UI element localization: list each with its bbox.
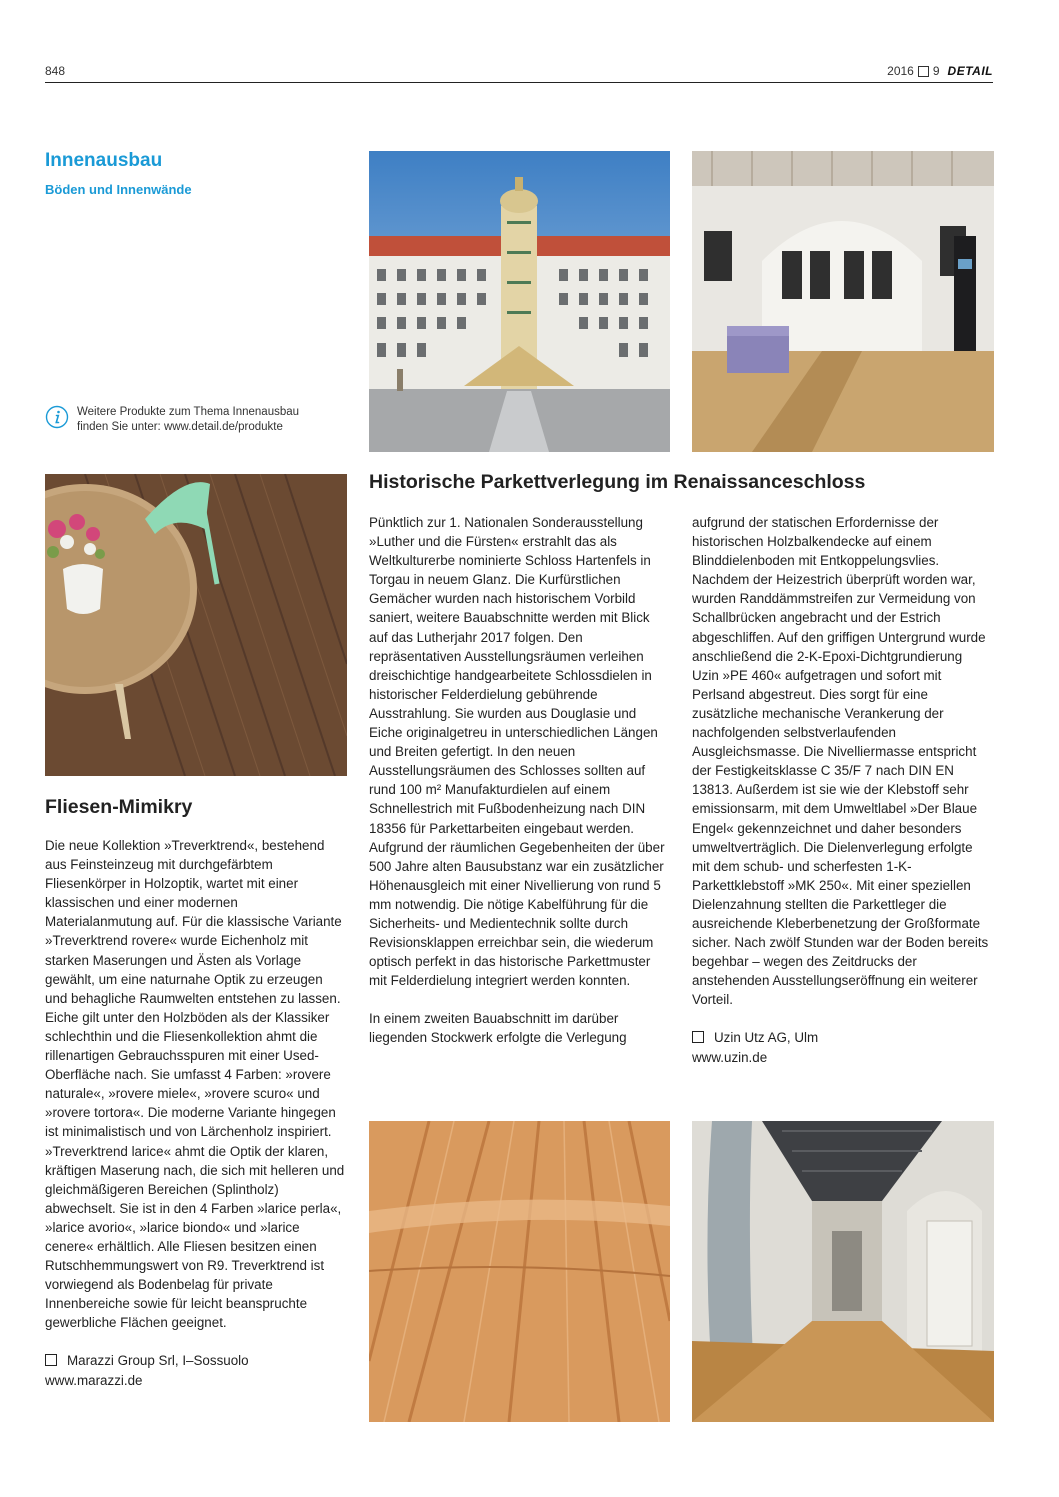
section-subtitle: Böden und Innenwände (45, 182, 192, 197)
info-note (45, 405, 299, 435)
article-url[interactable]: www.uzin.de (692, 1049, 768, 1065)
article-col2-paragraph-1: aufgrund der statischen Erfordernisse der historischen Holzbalkendecke auf einem Blinddielenboden mit Entkoppelungsvlies. Nachdem der Heizestrich überprüft worden war, wurden Randdämmstreifen zur Vermeidung von Schallbrücken angebracht und der Estrich abgeschliffen. Auf den griffigen Untergrund wurde anschließend die 2-K-Epoxi-Dichtgrundierung Uzin »PE 460« aufgetragen und sofort mit Perlsand abgestreut. Dies sorgt für eine zusätzliche mechanische Verankerung der nachfolgenden selbstverlaufenden Ausgleichsmasse. Die Nivelliermasse entspricht der Festigkeitsklasse C 35/F 7 nach DIN EN 13813. Außerdem ist sie wie der Klebstoff sehr emissionsarm, mit dem Umweltlabel »Der Blaue Engel« gekennzeichnet und daher besonders umweltverträglich. Die Dielenverlegung erfolgte mit dem schub- und scherfesten 1-K-Parkettklebstoff »MK 250«. Mit einer speziellen Dielenzahnung stellten die Parkettleger die ausreichende Kleberbenetzung der Großformate sicher. Nach zwölf Stunden war der Boden bereits begehbar – wegen des Zeitdrucks der anstehenden Ausstellungseröffnung ein weiterer Vorteil. (692, 515, 989, 1008)
info-text (77, 405, 299, 435)
fliesen-url[interactable]: www.marazzi.de (45, 1372, 143, 1388)
info-icon (45, 405, 69, 429)
castle-corridor-photo (692, 1121, 994, 1422)
article-company: Uzin Utz AG, Ulm (714, 1030, 819, 1046)
header-rule (45, 82, 993, 83)
article-title: Historische Parkettverlegung im Renaissanceschloss (369, 471, 866, 493)
square-icon (692, 1031, 704, 1043)
larch-floor-closeup-photo (369, 1121, 670, 1422)
fliesen-title: Fliesen-Mimikry (45, 796, 193, 818)
issue-year: 2016 (887, 64, 914, 78)
brand-logo: DETAIL (947, 64, 993, 78)
castle-photo (369, 151, 670, 452)
article-col1-paragraph-2: In einem zweiten Bauabschnitt im darüber liegenden Stockwerk erfolgte die Verlegung (369, 1011, 627, 1046)
issue-label (887, 64, 993, 78)
article-column-2 (692, 513, 992, 1067)
info-line-1: Weitere Produkte zum Thema Innenausbau (77, 406, 300, 418)
fliesen-body: Die neue Kollektion »Treverktrend«, bestehend aus Feinsteinzeug mit durchgefärbtem Fliesenkörper in Holzoptik, wartet mit einer klassischen und einer modernen Materialanmutung auf. Für die klassische Variante »Treverktrend rovere« wurde Eichenholz mit starken Maserungen und Ästen als Vorlage gewählt, um eine naturnahe Optik zu erzeugen und behagliche Raumwelten entstehen zu lassen. Eiche gilt unter den Holzböden als der Klassiker schlechthin und die Fliesenkollektion ahmt die rillenartigen Gebrauchsspuren mit einer Used-Oberfläche nach. Sie umfasst 4 Farben: »rovere naturale«, »rovere miele«, »rovere scuro« und »rovere tortora«. Die moderne Variante hingegen ist minimalistisch und von Lärchenholz inspiriert. »Treverktrend larice« ahmt die Optik der klaren, kräftigen Maserung nach, die sich mit helleren und gleichmäßigeren Bereichen (Splintholz) abwechselt. Sie ist in den 4 Farben »larice perla«, »larice avorio«, »larice biondo« und »larice cenere« erhältlich. Alle Fliesen besitzen einen Rutschhemmungswert von R9. Treverktrend ist vorwiegend als Bodenbelag für private Innenbereiche sowie für leicht beanspruchte gewerbliche Flächen geeignet. (45, 838, 345, 1331)
article-col1-paragraph-1: Pünktlich zur 1. Nationalen Sonderausstellung »Luther und die Fürsten« erstrahlt das als Weltkulturerbe nominierte Schloss Hartenfels in Torgau in neuem Glanz. Die Kurfürstlichen Gemächer wurden nach historischem Vorbild saniert, weitere Bauabschnitte werden mit Blick auf das Lutherjahr 2017 folgen. Den repräsentativen Ausstellungsräumen verleihen dreischichtige handgearbeitete Schlossdielen in historischer Felderdielung gebührende Ausstrahlung. Sie wurden aus Douglasie und Eiche originalgetreu in unterschiedlichen Längen und Breiten gefertigt. In den neuen Ausstellungsräumen des Schlosses sollten auf rund 100 m² Manufakturdielen auf einem Schnellestrich mit Fußbodenheizung nach DIN 18356 für Parkettarbeiten eingebaut werden. Aufgrund der räumlichen Gegebenheiten der über 500 Jahre alten Bausubstanz war ein zusätzlicher Höhenausgleich mit einer Nivellierung von rund 5 mm notwendig. Die nötige Kabelführung für die Sicherheits- und Medientechnik sollte durch Revisionsklappen erreichbar sein, die wiederum optisch perfekt in das historische Parkettmuster mit Felderdielung integriert werden konnten. (369, 515, 665, 989)
issue-number: 9 (932, 64, 940, 78)
fliesen-company: Marazzi Group Srl, I–Sossuolo (67, 1353, 249, 1369)
exhibition-room-photo (692, 151, 994, 452)
square-icon (45, 1354, 57, 1366)
section-title: Innenausbau (45, 150, 163, 171)
wood-tile-table-photo (45, 474, 347, 776)
article-source (692, 1028, 992, 1066)
fliesen-source (45, 1351, 345, 1389)
fliesen-column (45, 836, 345, 1390)
square-icon (918, 66, 929, 77)
article-column-1 (369, 513, 669, 1048)
page-number: 848 (45, 64, 66, 78)
info-line-2: finden Sie unter: www.detail.de/produkte (77, 421, 283, 433)
